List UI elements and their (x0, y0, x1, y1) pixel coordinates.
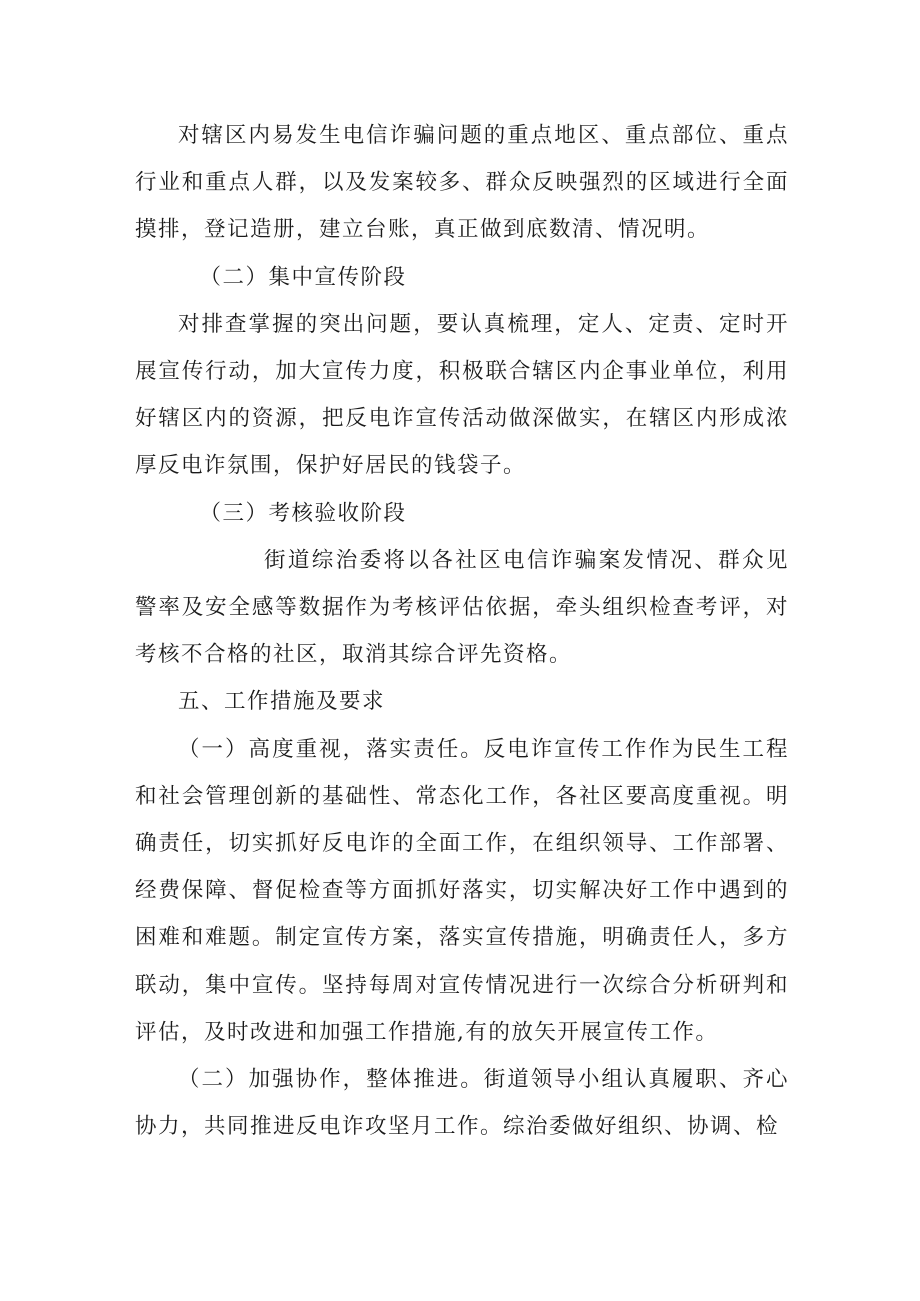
body-paragraph: （一）高度重视，落实责任。反电诈宣传工作作为民生工程和社会管理创新的基础性、常态化工作，各社区要高度重视。明确责任，切实抓好反电诈的全面工作，在组织领导、工作部署、经费保障、督促检查等方面抓好落实，切实解决好工作中遇到的困难和难题。制定宣传方案，落实宣传措施，明确责任人，多方联动，集中宣传。坚持每周对宣传情况进行一次综合分析研判和评估，及时改进和加强工作措施,有的放矢开展宣传工作。 (135, 736, 789, 1045)
section-heading: （三）考核验收阶段 (199, 500, 407, 526)
document-body (135, 112, 789, 1150)
chapter-heading: 五、工作措施及要求 (178, 689, 386, 715)
body-paragraph: 对辖区内易发生电信诈骗问题的重点地区、重点部位、重点行业和重点人群，以及发案较多、群众反映强烈的区域进行全面摸排，登记造册，建立台账，真正做到底数清、情况明。 (135, 123, 789, 243)
body-paragraph: 对排查掌握的突出问题，要认真梳理，定人、定责、定时开展宣传行动，加大宣传力度，积极联合辖区内企事业单位，利用好辖区内的资源，把反电诈宣传活动做深做实，在辖区内形成浓厚反电诈氛围，保护好居民的钱袋子。 (135, 311, 789, 479)
section-heading: （二）集中宣传阶段 (199, 264, 407, 290)
body-paragraph: （二）加强协作，整体推进。街道领导小组认真履职、齐心协力，共同推进反电诈攻坚月工作。综治委做好组织、协调、检 (135, 1067, 789, 1140)
body-paragraph: 街道综治委将以各社区电信诈骗案发情况、群众见警率及安全感等数据作为考核评估依据，牵头组织检查考评，对考核不合格的社区，取消其综合评先资格。 (135, 547, 789, 668)
